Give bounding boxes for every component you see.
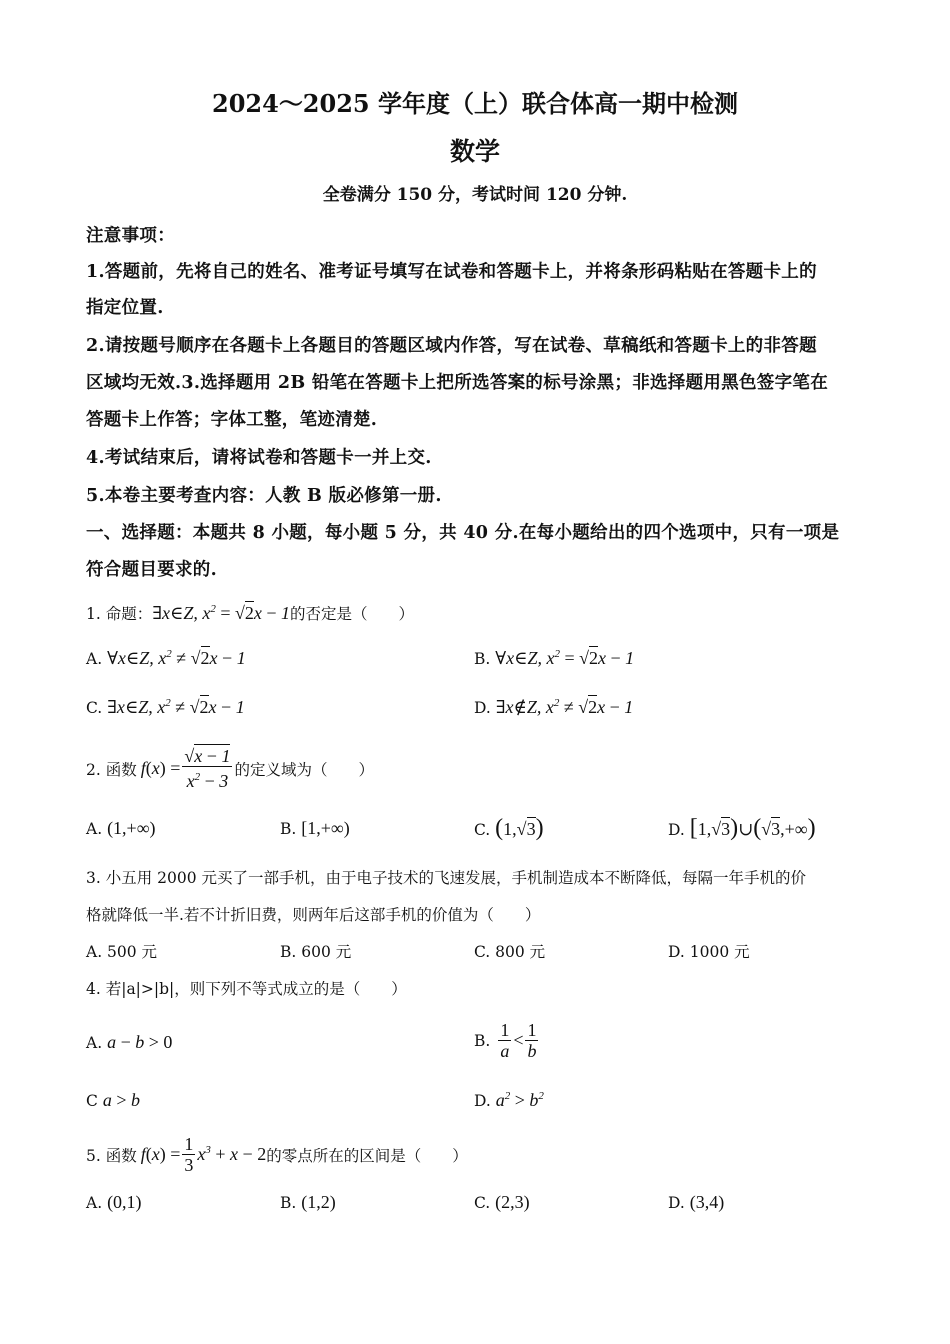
q1-option-d[interactable]: D. ∃x∉Z, $x^2 \ne √2x - 1$ <box>474 697 634 717</box>
exam-info: 全卷满分 150 分，考试时间 120 分钟. <box>322 185 628 205</box>
note-2-line-1: 2.请按题号顺序在各题卡上各题目的答题区域内作答，写在试卷、草稿纸和答题卡上的非答题 <box>86 336 817 356</box>
note-4: 4.考试结束后，请将试卷和答题卡一并上交. <box>86 448 432 468</box>
section-heading-line-2: 符合题目要求的. <box>86 560 217 580</box>
question-2-stem: 2. 函数 f(x) = $\frac{√x - 1}{x^2 - 3}$ 的定义域为（ ） <box>86 746 374 791</box>
exam-title: 2024～2025 学年度（上）联合体高一期中检测 <box>212 89 738 118</box>
notes-heading: 注意事项： <box>86 226 175 246</box>
q1-formula: ∃x∈Z, $x^2 = √2x - 1$ <box>152 603 291 623</box>
question-1-stem: 1. 命题：∃x∈Z, $x^2 = √2x - 1$的否定是（ ） <box>86 603 415 623</box>
q5-option-b[interactable]: B. (1,2) <box>280 1192 336 1212</box>
note-2-line-3: 答题卡上作答；字体工整，笔迹清楚. <box>86 410 378 430</box>
q2-option-a[interactable]: A. (1,+∞) <box>86 818 156 838</box>
question-3-line-2: 格就降低一半.若不计折旧费，则两年后这部手机的价值为（ ） <box>86 906 541 924</box>
q4-option-a[interactable]: A. a − b > 0 <box>86 1032 173 1052</box>
q4-option-d[interactable]: D. $a^2 > b^2$ <box>474 1090 544 1110</box>
q3-option-d[interactable]: D. 1000 元 <box>668 943 750 961</box>
q2-option-b[interactable]: B. [1,+∞) <box>280 818 350 838</box>
q1-option-a[interactable]: A. ∀x∈Z, $x^2 \ne √2x - 1$ <box>86 648 246 668</box>
note-5: 5.本卷主要考查内容：人教 B 版必修第一册. <box>86 486 442 506</box>
q5-option-a[interactable]: A. (0,1) <box>86 1192 142 1212</box>
q3-option-c[interactable]: C. 800 元 <box>474 943 546 961</box>
question-3-line-1: 3. 小五用 2000 元买了一部手机，由于电子技术的飞速发展，手机制造成本不断降低，每隔一年手机的价 <box>86 869 807 887</box>
q2-formula: f(x) = <box>140 758 181 778</box>
note-2-line-2: 区域均无效.3.选择题用 2B 铅笔在答题卡上把所选答案的标号涂黑；非选择题用黑色签字笔在 <box>86 373 829 393</box>
q1-option-c[interactable]: C. ∃x∈Z, $x^2 \ne √2x - 1$ <box>86 697 245 717</box>
q4-option-b[interactable]: B. $\frac{1}{a}$ < $\frac{1}{b}$ <box>474 1020 537 1061</box>
q1-option-b[interactable]: B. ∀x∈Z, $x^2 = √2x - 1$ <box>474 648 635 668</box>
q5-formula: f(x) = <box>140 1144 181 1164</box>
q3-option-a[interactable]: A. 500 元 <box>86 943 158 961</box>
note-1-line-1: 1.答题前，先将自己的姓名、准考证号填写在试卷和答题卡上，并将条形码粘贴在答题卡上的 <box>86 262 817 282</box>
question-4-stem: 4. 若|a|>|b|，则下列不等式成立的是（ ） <box>86 980 407 998</box>
subject-title: 数学 <box>449 137 500 166</box>
section-heading-line-1: 一、选择题：本题共 8 小题，每小题 5 分，共 40 分.在每小题给出的四个选项中，只有一项是 <box>86 523 840 543</box>
q4-option-c[interactable]: C a > b <box>86 1090 140 1110</box>
question-5-stem: 5. 函数 f(x) = $\frac{1}{3}$ $x^3 + x - 2$ 的零点所在的区间是（ ） <box>86 1134 468 1175</box>
q2-option-d[interactable]: D. [1,√3)∪(√3,+∞) <box>668 815 816 841</box>
q3-option-b[interactable]: B. 600 元 <box>280 943 352 961</box>
q5-option-d[interactable]: D. (3,4) <box>668 1192 725 1212</box>
note-1-line-2: 指定位置. <box>86 298 164 318</box>
q2-option-c[interactable]: C. (1,√3) <box>474 815 544 841</box>
q5-option-c[interactable]: C. (2,3) <box>474 1192 530 1212</box>
